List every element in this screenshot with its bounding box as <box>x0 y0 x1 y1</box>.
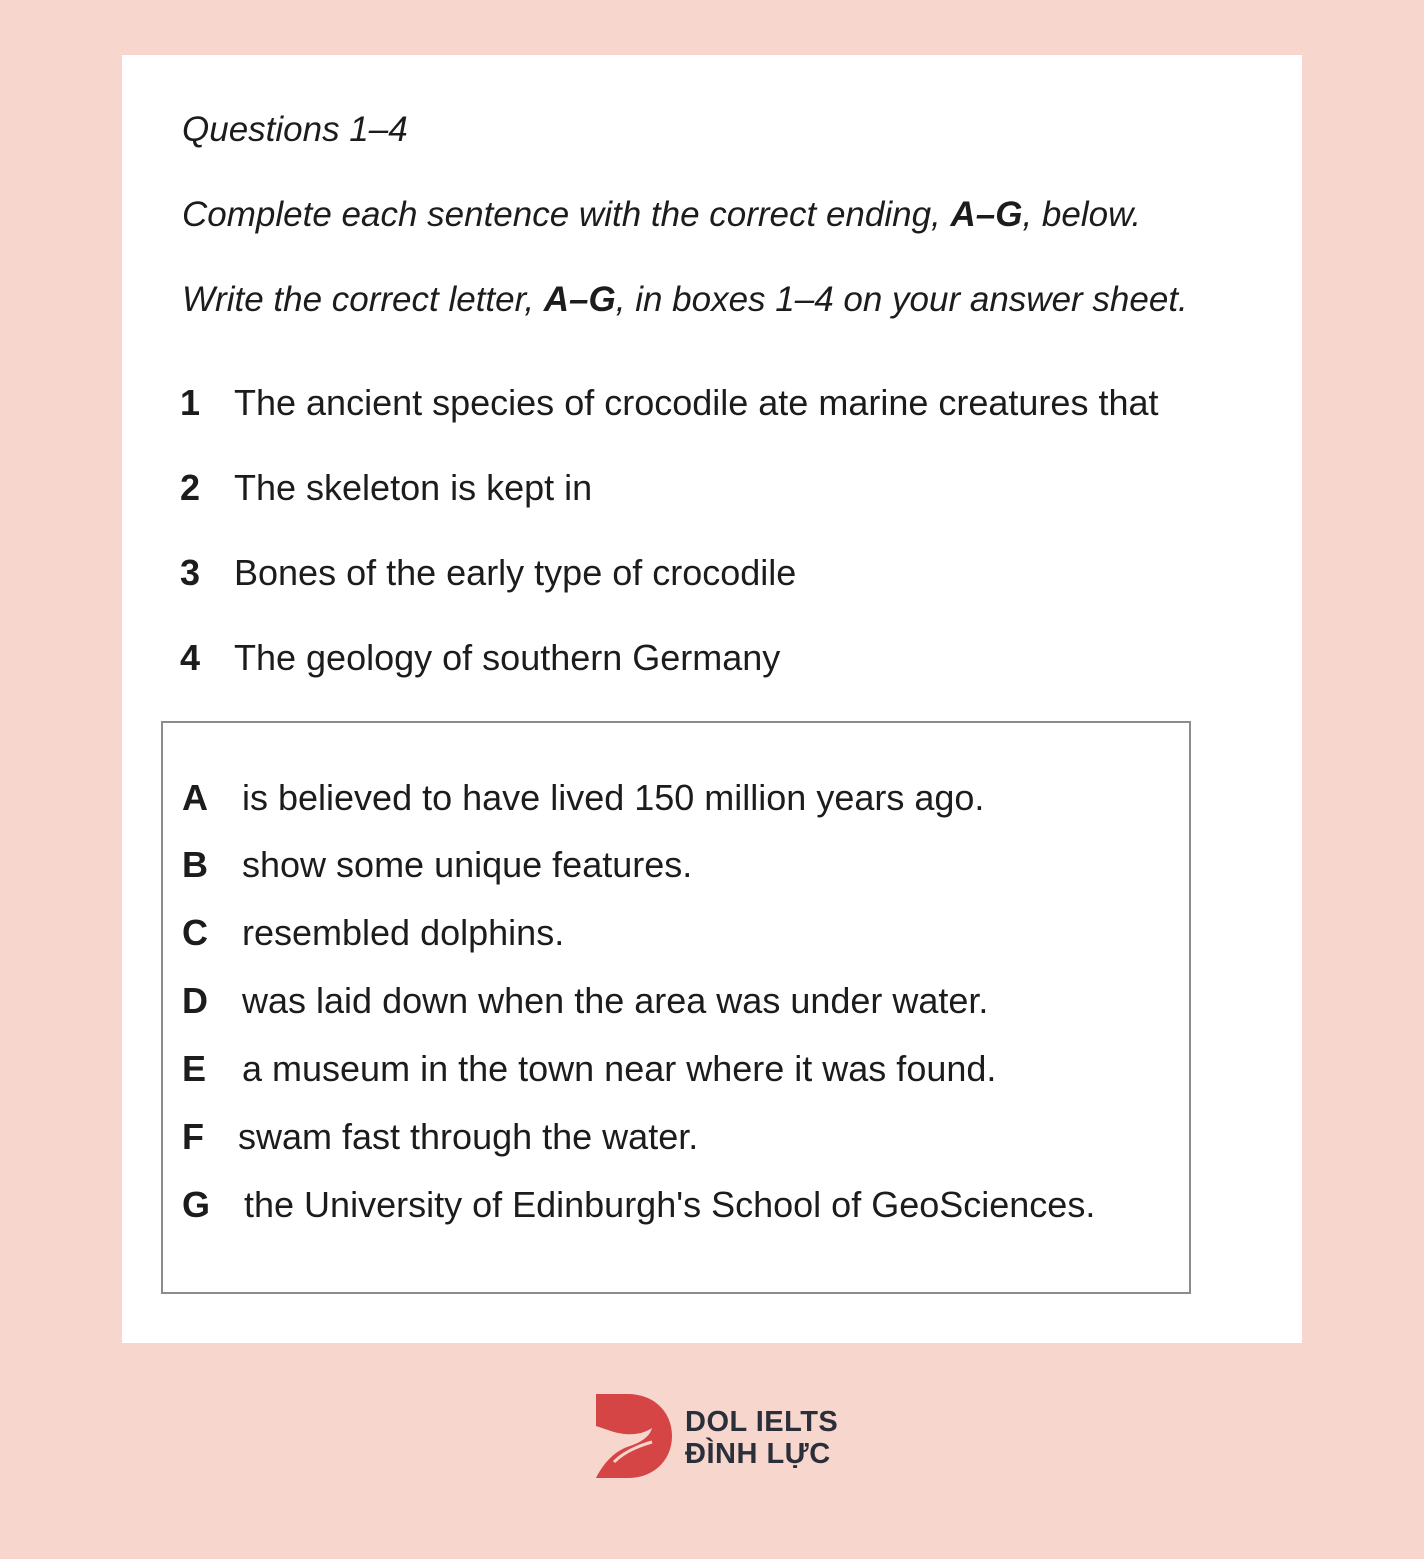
letter-range: A–G <box>950 195 1023 234</box>
ending-option <box>182 1116 698 1158</box>
instruction-text: Complete each sentence with the correct ending, <box>182 195 951 234</box>
question-number: 4 <box>180 637 201 678</box>
question-number: 1 <box>180 382 201 423</box>
ending-text: was laid down when the area was under water. <box>242 980 989 1021</box>
ending-option <box>182 777 984 819</box>
instruction-text: , below. <box>1022 195 1142 234</box>
questions-heading: Questions 1–4 <box>182 110 408 149</box>
question-item <box>180 552 796 594</box>
ending-text: swam fast through the water. <box>238 1116 699 1157</box>
question-text: Bones of the early type of crocodile <box>234 552 797 593</box>
ending-text: show some unique features. <box>242 844 693 885</box>
ending-letter: D <box>182 980 208 1021</box>
question-text: The geology of southern Germany <box>234 637 781 678</box>
ending-text: a museum in the town near where it was found. <box>242 1048 997 1089</box>
ending-letter: F <box>182 1116 204 1157</box>
question-text: The ancient species of crocodile ate marine creatures that <box>234 382 1159 423</box>
ending-letter: B <box>182 844 208 885</box>
question-sheet <box>122 55 1302 1343</box>
brand-name: DOL IELTS <box>685 1406 839 1438</box>
instruction-write-letter <box>182 280 1188 320</box>
question-text: The skeleton is kept in <box>234 467 593 508</box>
instruction-text: Write the correct letter, <box>182 280 544 319</box>
dol-logo-icon <box>594 1392 672 1480</box>
ending-text: is believed to have lived 150 million years ago. <box>242 777 985 818</box>
question-item <box>180 637 780 679</box>
ending-letter: E <box>182 1048 207 1089</box>
letter-range: A–G <box>543 280 616 319</box>
ending-option <box>182 844 692 886</box>
ending-option <box>182 1048 996 1090</box>
question-number: 2 <box>180 467 201 508</box>
ending-option <box>182 980 988 1022</box>
brand-subname: ĐÌNH LỰC <box>685 1438 831 1470</box>
ending-letter: G <box>182 1184 211 1225</box>
ending-option <box>182 1184 1095 1226</box>
question-number: 3 <box>180 552 201 593</box>
ending-letter: A <box>182 777 208 818</box>
endings-box <box>161 721 1191 1294</box>
instruction-complete-sentence <box>182 195 1141 235</box>
instruction-text: , in boxes 1–4 on your answer sheet. <box>615 280 1188 319</box>
ending-text: resembled dolphins. <box>242 912 565 953</box>
ending-option <box>182 912 564 954</box>
dol-ielts-brand <box>594 1392 854 1482</box>
ending-text: the University of Edinburgh's School of GeoSciences. <box>244 1184 1096 1225</box>
ending-letter: C <box>182 912 208 953</box>
question-item <box>180 467 592 509</box>
question-item <box>180 382 1159 424</box>
